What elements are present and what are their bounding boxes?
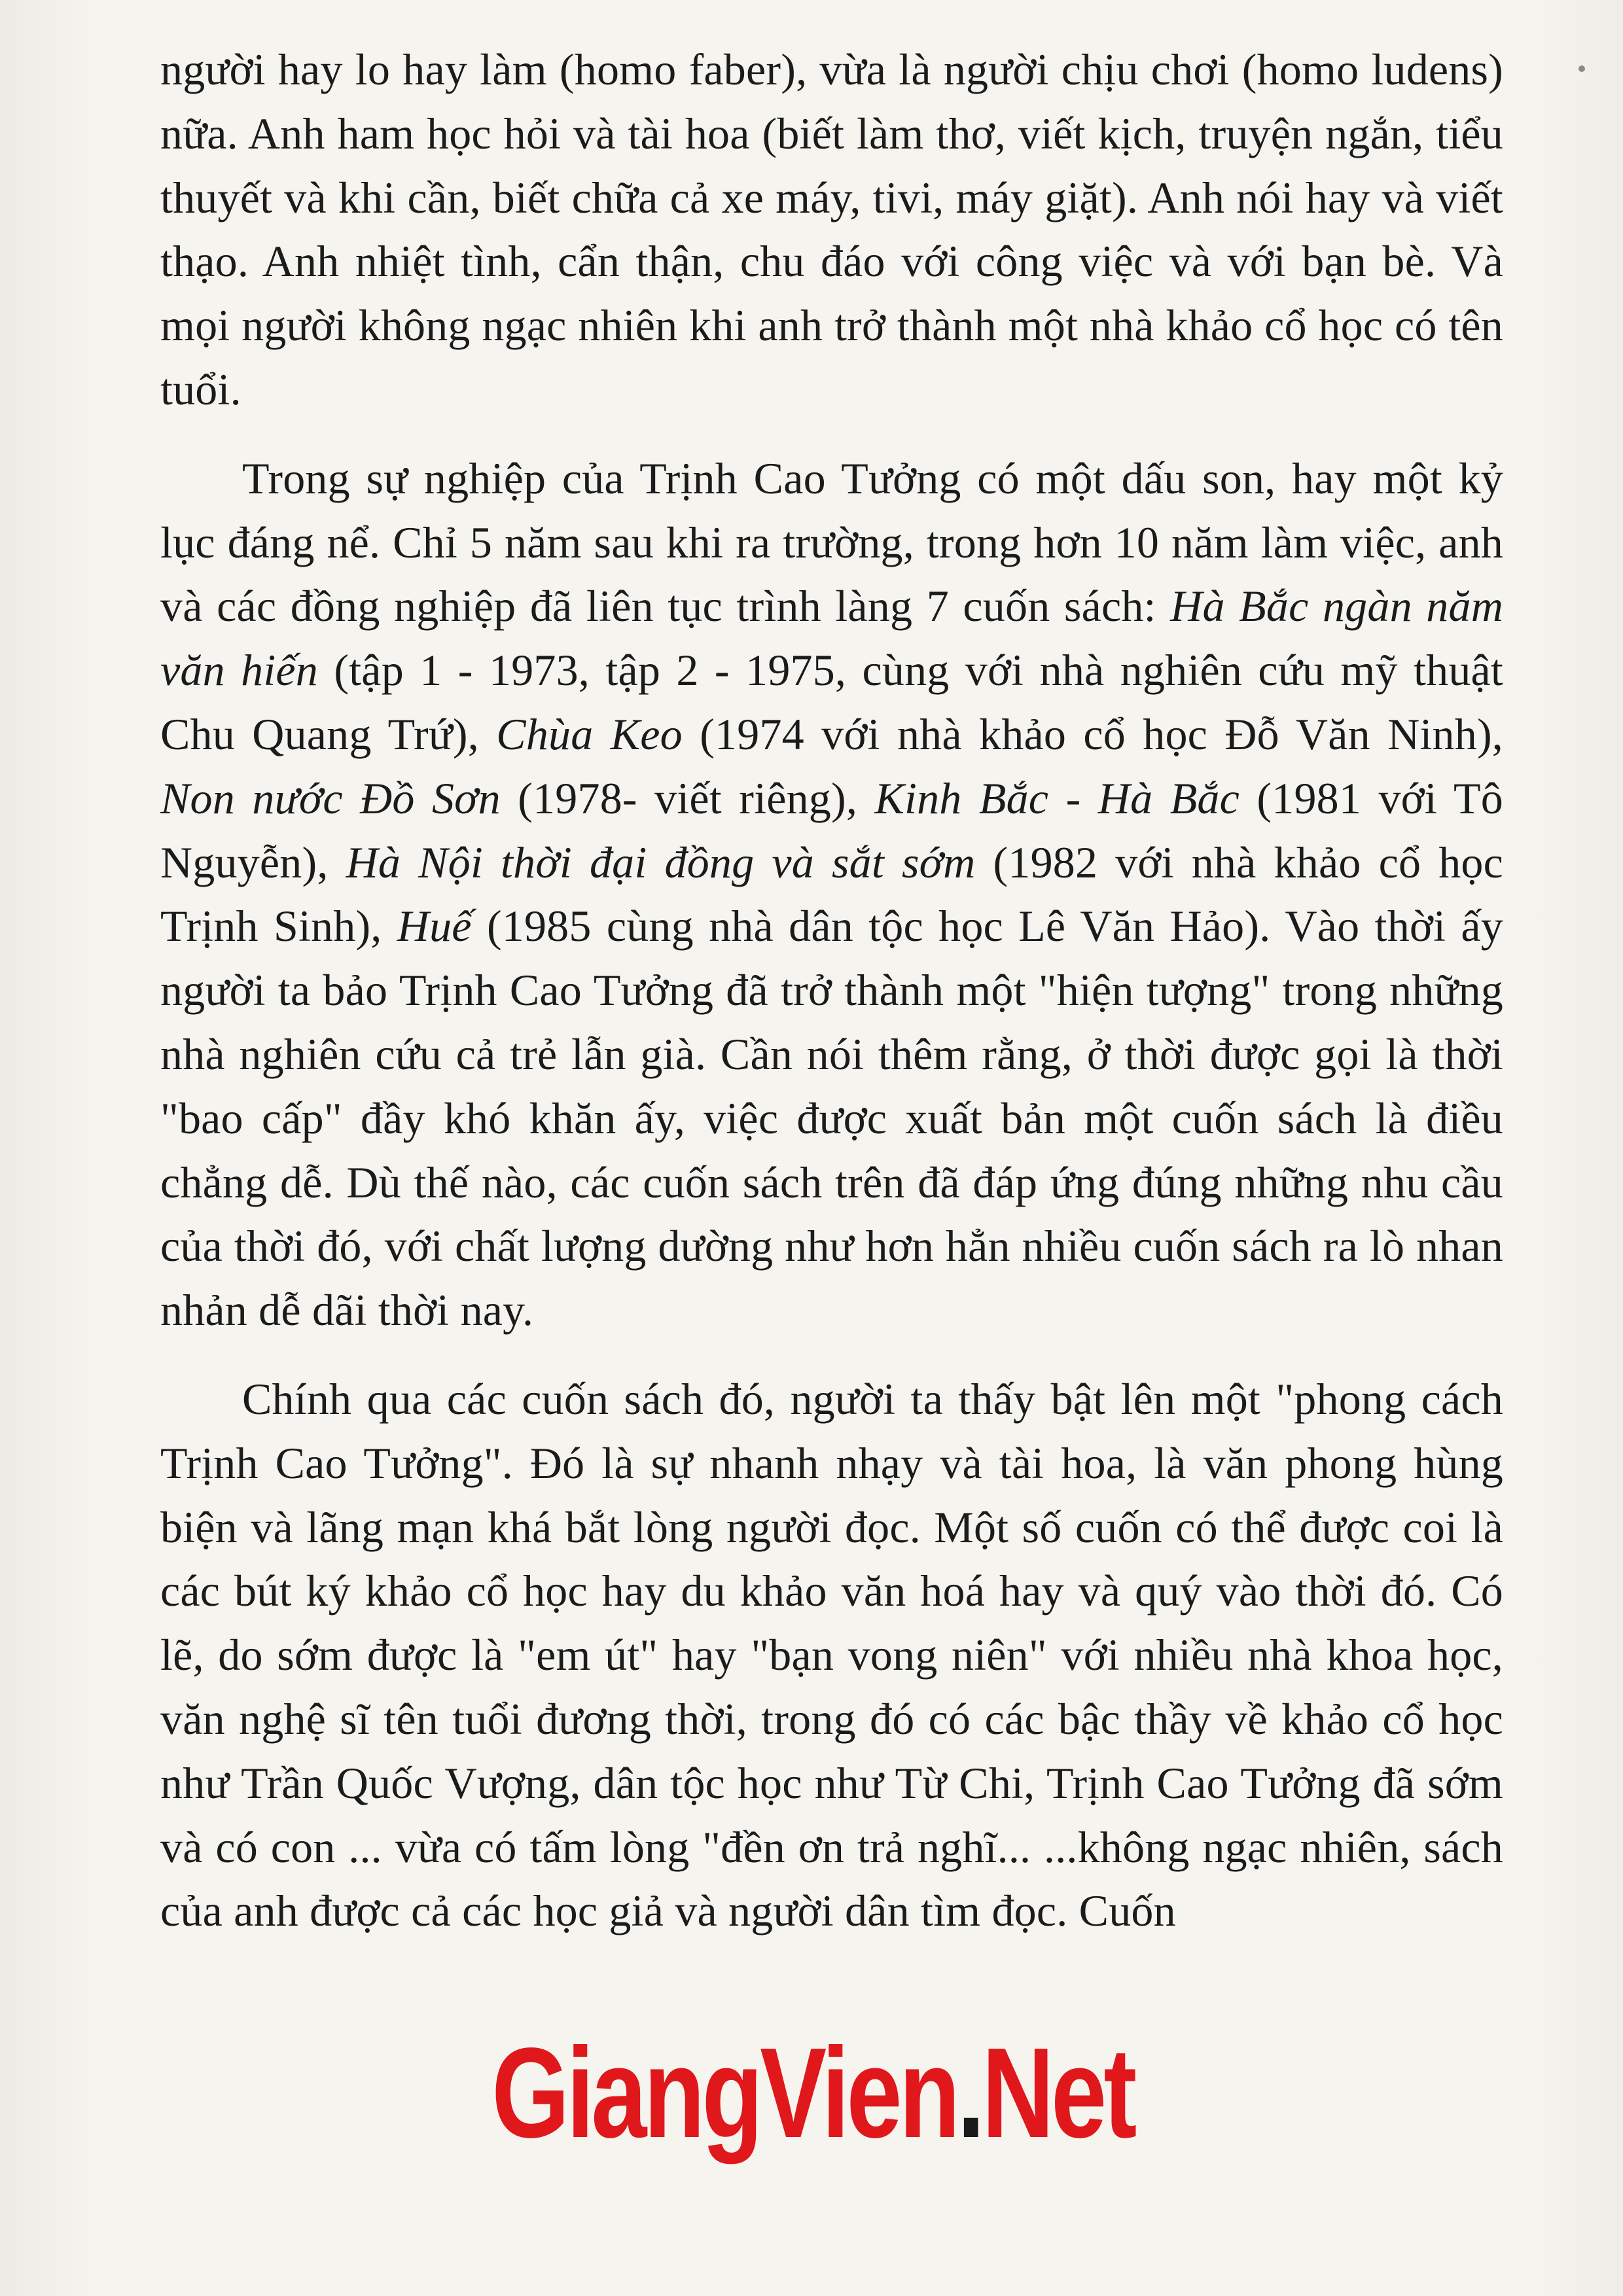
text-run: (1974 với nhà khảo cổ học Đỗ Văn Ninh),	[682, 709, 1503, 759]
book-title-italic: Hà Nội thời đại đồng và sắt sớm	[346, 837, 976, 887]
body-text	[160, 38, 1503, 1943]
book-title-italic: Hà Bắc ngàn năm văn hiến	[160, 581, 1503, 696]
paragraph-1	[160, 38, 1503, 422]
text-run: (1981 với Tô Nguyễn),	[160, 773, 1503, 887]
text-run: (1985 cùng nhà dân tộc học Lê Văn Hảo). Vào thời ấy người ta bảo Trịnh Cao Tưởng đã trở thành một "hiện tượng" trong những nhà nghiên cứu cả trẻ lẫn già. Cần nói thêm rằng, ở thời được gọi là thời "bao cấp" đầy khó khăn ấy, việc được xuất bản một cuốn sách là điều chẳng dễ. Dù thế nào, các cuốn sách trên đã đáp ứng đúng những nhu cầu của thời đó, với chất lượng dường như hơn hẳn nhiều cuốn sách ra lò nhan nhản dễ dãi thời nay.	[160, 901, 1504, 1335]
text-run: Chính qua các cuốn sách đó, người ta thấy bật lên một "phong cách Trịnh Cao Tưởng". Đó là sự nhanh nhạy và tài hoa, là văn phong hùng biện và lãng mạn khá bắt lòng người đọc. Một số cuốn có thể được coi là các bút ký khảo cổ học hay du khảo văn hoá hay và quý vào thời đó. Có lẽ, do sớm được là "em út" hay "bạn vong niên" với nhiều nhà khoa học, văn nghệ sĩ tên tuổi đương thời, trong đó có các bậc thầy về khảo cổ học như Trần Quốc Vượng, dân tộc học như Từ Chi, Trịnh Cao Tưởng đã sớm và có con	[160, 1373, 1503, 1872]
text-run: (1982 với nhà khảo cổ học Trịnh Sinh),	[160, 837, 1503, 951]
text-run: ... vừa có tấm lòng "đền ơn trả nghĩ... ...không ngạc nhiên, sách của anh được cả các học giả và người dân tìm đọc. Cuốn	[160, 1822, 1503, 1936]
text-run: (1978- viết riêng),	[500, 773, 875, 823]
book-title-italic: Huế	[397, 901, 472, 951]
watermark-logo	[491, 2021, 1134, 2164]
text-run: (tập 1 - 1973, tập 2 - 1975, cùng với nhà nghiên cứu mỹ thuật Chu Quang Trứ),	[160, 645, 1503, 759]
book-title-italic: Kinh Bắc - Hà Bắc	[874, 773, 1240, 823]
paragraph-3	[160, 1368, 1503, 1943]
watermark-part-1: GiangVien	[491, 2021, 957, 2164]
text-run: Trong sự nghiệp của Trịnh Cao Tưởng có một dấu son, hay một kỷ lục đáng nể. Chỉ 5 năm sau khi ra trường, trong hơn 10 năm làm việc, anh và các đồng nghiệp đã liên tục trình làng 7 cuốn sách:	[160, 453, 1503, 631]
book-title-italic: Chùa Keo	[496, 709, 683, 759]
text-run: người hay lo hay làm (homo faber), vừa là người chịu chơi (homo ludens) nữa. Anh ham học hỏi và tài hoa (biết làm thơ, viết kịch, truyện ngắn, tiểu thuyết và khi cần, biết chữa cả xe máy, tivi, máy giặt). Anh nói hay và viết thạo. Anh nhiệt tình, cẩn thận, chu đáo với công việc và với bạn bè. Và mọi người không ngạc nhiên khi anh trở thành một nhà khảo cổ học có tên tuổi.	[160, 44, 1503, 414]
scan-dust-mark	[1578, 65, 1585, 72]
watermark-part-2: .	[957, 2021, 982, 2164]
book-title-italic: Non nước Đồ Sơn	[160, 773, 501, 823]
watermark-part-3: Net	[982, 2021, 1134, 2164]
paragraph-2	[160, 447, 1503, 1343]
